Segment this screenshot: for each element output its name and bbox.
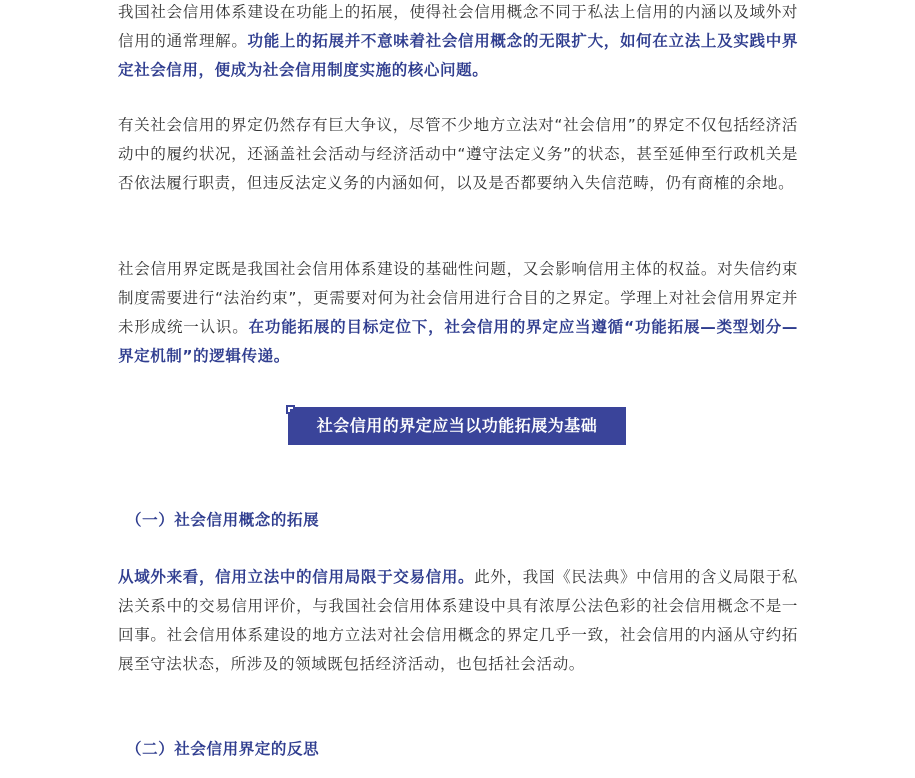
highlighted-text: 从域外来看，信用立法中的信用局限于交易信用。 — [118, 568, 475, 586]
paragraph-text: 有关社会信用的界定仍然存有巨大争议，尽管不少地方立法对“社会信用”的界定不仅包括经济活动中的履约状况，还涵盖社会活动与经济活动中“遵守法定义务”的状态，甚至延伸至行政机关是否依法履行职责，但违反法定义务的内涵如何，以及是否都要纳入失信范畴，仍有商榷的余地。 — [118, 116, 798, 192]
paragraph-text: 社会信用界定既是我国社会信用体系建设的基础性问题，又会影响信用主体的权益。对失信约束制度需要进行“法治约束”，更需要对何为社会信用进行合目的之界定。学理上对社会信用界定并未形成统一认识。 — [118, 260, 798, 336]
section-title: 社会信用的界定应当以功能拓展为基础 — [316, 416, 598, 435]
paragraph-text: 我国社会信用体系建设在功能上的拓展，使得社会信用概念不同于私法上信用的内涵以及域外对信用的通常理解。 — [118, 3, 798, 50]
paragraph-foreign-perspective — [118, 563, 798, 679]
paragraph-text: 此外，我国《民法典》中信用的含义局限于私法关系中的交易信用评价，与我国社会信用体系建设中具有浓厚公法色彩的社会信用概念不是一回事。社会信用体系建设的地方立法对社会信用概念的界定几乎一致，社会信用的内涵从守约拓展至守法状态，所涉及的领域既包括经济活动，也包括社会活动。 — [118, 568, 798, 673]
corner-square-inner — [290, 409, 296, 415]
paragraph-functional-expansion — [118, 0, 798, 85]
paragraph-definition-dispute — [118, 111, 798, 198]
subheading-concept-expansion: （一）社会信用概念的拓展 — [126, 511, 320, 529]
corner-square-icon — [286, 405, 295, 414]
subheading-definition-reflection: （二）社会信用界定的反思 — [126, 740, 320, 758]
highlighted-text: 功能上的拓展并不意味着社会信用概念的无限扩大，如何在立法上及实践中界定社会信用，便成为社会信用制度实施的核心问题。 — [118, 32, 798, 79]
paragraph-definition-basis — [118, 255, 798, 371]
highlighted-text: 在功能拓展的目标定位下，社会信用的界定应当遵循“功能拓展—类型划分—界定机制”的逻辑传递。 — [118, 318, 798, 365]
section-title-banner — [288, 407, 626, 445]
